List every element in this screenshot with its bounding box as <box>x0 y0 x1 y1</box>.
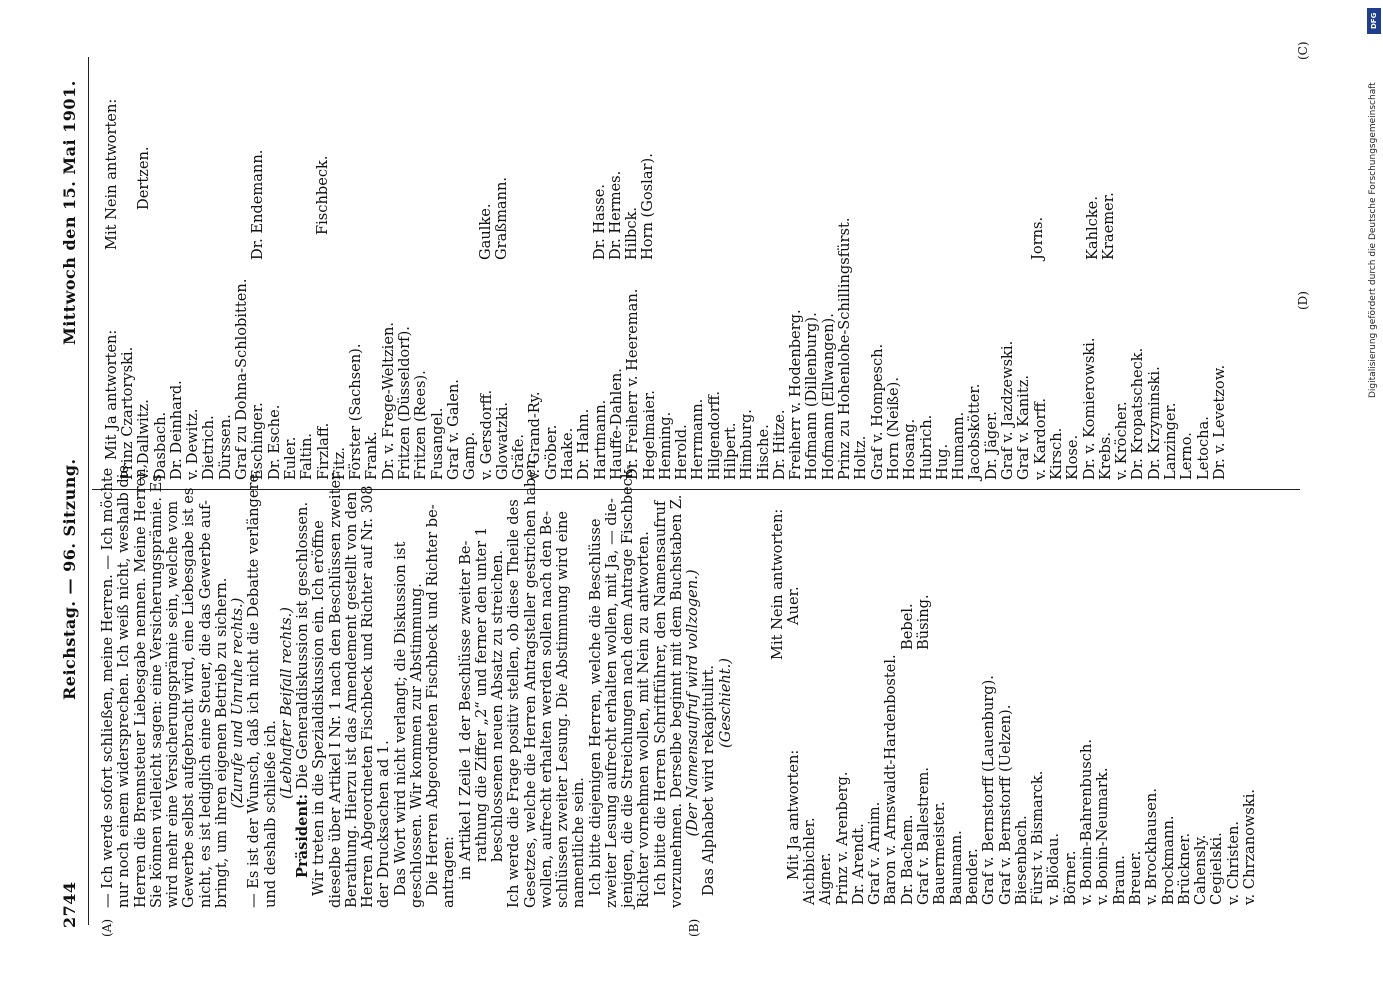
list-item: Graf v. Kanitz. <box>1015 374 1033 480</box>
list-item: Hauffe-Dahlen. <box>607 368 625 480</box>
text-line: Die Herren Abgeordneten Fischbeck und Richter be- <box>424 504 441 896</box>
list-item: v. Dewitz. <box>184 408 202 480</box>
text-line: und deshalb schließe ich. <box>261 720 279 908</box>
list-item: Graf v. Bernstorff (Lauenburg). <box>980 675 998 905</box>
list-item: Dr. Arendt. <box>849 823 867 905</box>
list-item: Fritzen (Düsseldorf). <box>396 326 414 480</box>
list-item: Frank. <box>363 431 381 480</box>
text-line: jenigen, die die Streichungen nach dem Antrage Fischbeck- <box>619 464 636 908</box>
list-item: Prinz Czartoryski. <box>119 346 136 480</box>
list-item: Haake. <box>559 427 577 480</box>
right-nein-item: Dertzen. <box>135 146 152 210</box>
text-line: dieselbe über Artikel I Nr. 1 nach den Beschlüssen zweiter <box>326 472 344 908</box>
text-line: nur noch einem widersprechen. Ich weiß nicht, weshalb die <box>115 464 133 908</box>
list-item: v. Blödau. <box>1045 832 1063 905</box>
column-divider <box>92 489 1300 490</box>
list-item: Cahensly. <box>1192 834 1210 905</box>
list-item: Henning. <box>656 411 674 480</box>
list-item: Holtz. <box>852 435 870 480</box>
text-line: Wir treten in die Spezialdiskussion ein. Ich eröffne <box>310 520 328 896</box>
list-item: v. Bonin-Bahrenbusch. <box>1078 739 1096 905</box>
list-item: Himburg. <box>738 409 756 480</box>
list-item: Prinz zu Hohenlohe-Schillingsfürst. <box>836 217 854 480</box>
list-item: Fürst v. Bismarck. <box>1029 770 1047 905</box>
list-item: Aichbichler. <box>801 817 818 905</box>
president-label: Präsident: <box>294 793 311 878</box>
list-item: Herrmann. <box>689 398 707 480</box>
list-item: Glowatzki. <box>493 401 511 480</box>
list-item: Dr. Freiherr v. Heereman. <box>624 288 642 480</box>
list-item: Bender. <box>963 848 981 905</box>
list-item: Graf zu Dohna-Schlobitten. <box>233 278 251 480</box>
list-item: Hug. <box>933 443 951 480</box>
list-item: Breuer. <box>1126 850 1144 905</box>
list-item: Gamp. <box>461 431 479 480</box>
list-item: Hubrich. <box>917 414 935 480</box>
list-item: Bauermeister. <box>931 801 949 905</box>
list-item: Faltin. <box>298 432 316 480</box>
text-line: Herren Abgeordneten Fischbeck und Richter auf Nr. 308 <box>359 485 376 908</box>
text-line: schlüssen zweiter Lesung. Die Abstimmung wird eine <box>554 510 571 908</box>
list-item: Biesenbach. <box>1012 815 1030 905</box>
right-nein-item: Dr. Hermes. <box>607 170 624 260</box>
text-line: Gesetzes, welche die Herren Antragsteller gestrichen haben <box>521 459 539 908</box>
vote-note: (Der Namensaufruf wird vollzogen.) <box>684 569 701 837</box>
dfg-logo: DFG <box>1367 8 1381 34</box>
right-nein-item: Fischbeck. <box>314 155 331 235</box>
list-item: Graf v. Hompesch. <box>868 343 886 480</box>
left-nein-heading: Mit Nein antworten: <box>769 508 786 660</box>
list-item: Hische. <box>754 424 772 480</box>
text-line: Berathung. Hierzu ist das Amendement gestellt von den <box>342 491 360 908</box>
list-item: Fusangel. <box>428 407 446 480</box>
list-item: Auer. <box>785 586 802 625</box>
list-item: Krebs. <box>1096 432 1114 480</box>
list-item: Graf v. Bernstorff (Uelzen). <box>996 704 1014 905</box>
left-nein-list-2 <box>900 594 933 650</box>
list-item: v. Chrzanowski. <box>1241 788 1259 905</box>
right-nein-item: Gaulke. <box>477 203 494 260</box>
text-line: geschlossen. Wir kommen zur Abstimmung. <box>407 583 425 908</box>
right-ja-heading: Mit Ja antworten: <box>103 329 120 460</box>
list-item: Dr. Hahn. <box>575 408 593 480</box>
margin-mark-a: (A) <box>100 918 114 937</box>
motion-line: in Artikel I Zeile 1 der Beschlüsse zweiter Be- <box>456 540 474 880</box>
list-item: v. Kardorff. <box>1031 398 1049 480</box>
list-item: Cegielski. <box>1208 832 1226 905</box>
list-item: Euler. <box>281 436 299 480</box>
left-ja-list <box>802 654 1258 905</box>
list-item: v. Christen. <box>1224 820 1242 905</box>
list-item: v. Gersdorff. <box>477 389 495 480</box>
list-item: Baron v. Arnswaldt-Hardenbostel. <box>882 654 900 905</box>
list-item: v. Kröcher. <box>1113 401 1131 480</box>
list-item: Freiherr v. Hodenberg. <box>787 309 805 480</box>
list-item: Gräfe. <box>510 433 528 480</box>
list-item: Dasbach. <box>151 411 169 480</box>
list-item: Dr. v. Levetzow. <box>1210 364 1228 480</box>
text-line: Sie können vielleicht sagen: eine Versicherungsprämie. Es <box>147 474 165 908</box>
text-line: vorzunehmen. Derselbe beginnt mit dem Buchstaben Z. <box>667 494 685 908</box>
text-line: bringt, um ihren eigenen Betrieb zu sichern. <box>212 577 230 908</box>
right-nein-item: Graßmann. <box>493 176 510 260</box>
list-item: Letocha. <box>1194 416 1212 480</box>
margin-mark-b: (B) <box>687 918 701 937</box>
list-item: Dr. Jäger. <box>982 411 1000 480</box>
right-nein-item: Kahlcke. <box>1084 196 1101 260</box>
text-line: namentliche sein. <box>570 777 588 908</box>
text-line: wird mehr eine Versicherungsprämie sein, welche vom <box>164 500 181 908</box>
digitization-credit: Digitalisierung gefördert durch die Deutsche Forschungsgemeinschaft <box>1368 82 1378 398</box>
text-line: — Es ist der Wunsch, daß ich nicht die Debatte verlängere, <box>245 469 263 908</box>
list-item: Dr. Esche. <box>265 404 283 480</box>
left-ja-heading: Mit Ja antworten: <box>785 749 802 880</box>
right-ja-list <box>120 217 1228 480</box>
list-item: Aigner. <box>817 852 835 905</box>
header-rule <box>88 57 89 925</box>
list-item: Dr. v. Frege-Weltzien. <box>379 322 397 480</box>
right-nein-item: Dr. Endemann. <box>249 149 266 260</box>
list-item: Graf v. Arnim. <box>866 801 884 905</box>
list-item: Fitz. <box>330 447 348 480</box>
text-line: der Drucksachen ad 1. <box>375 740 393 908</box>
list-item: Fritzen (Rees). <box>412 370 430 480</box>
list-item: Förster (Sachsen). <box>347 343 365 480</box>
list-item: Gröber. <box>542 424 560 480</box>
list-item: Jacobskötter. <box>966 383 984 480</box>
list-item: Büsing. <box>915 594 933 650</box>
list-item: Lanzinger. <box>1162 402 1179 480</box>
list-item: Bebel. <box>899 603 916 650</box>
list-item: Eschinger. <box>249 402 267 480</box>
list-item: Hilgendorff. <box>705 390 723 480</box>
list-item: v. Brockhausen. <box>1143 788 1161 905</box>
list-item: Dr. Deinhard. <box>167 380 185 480</box>
text-line: zweiter Lesung aufrecht erhalten wollen, mit Ja, — die- <box>602 498 620 908</box>
list-item: Lerno. <box>1178 432 1196 480</box>
list-item: Dr. v. Komierowski. <box>1080 337 1098 480</box>
left-running-title: Reichstag. — 96. Sitzung. <box>60 458 79 700</box>
right-nein-item: Kraemer. <box>1100 192 1117 260</box>
list-item: Dürssen. <box>216 414 234 480</box>
interjection: (Zurufe und Unruhe rechts.) <box>229 597 246 809</box>
list-item: Hofmann (Ellwangen). <box>819 313 837 480</box>
text-line: Richter vornehmen wollen, mit Nein zu antworten. <box>635 531 653 908</box>
applause-note: (Lebhafter Beifall rechts.) <box>277 607 295 799</box>
text-line: Herren die Brennsteuer Liebesgabe nennen. Meine Herren, <box>131 463 149 908</box>
motion-line: beschlossenen neuen Absatz zu streichen. <box>489 549 506 862</box>
list-item: Braun. <box>1110 855 1128 905</box>
list-item: Hosang. <box>901 418 919 480</box>
text-line: Die Generaldiskussion ist geschlossen. <box>294 501 311 790</box>
text-line: nicht, es ist lediglich eine Steuer, die das Gewerbe auf- <box>196 500 214 908</box>
text-line: wollen, aufrecht erhalten werden sollen nach den Be- <box>537 510 555 908</box>
list-item: Börner. <box>1061 850 1079 905</box>
right-nein-item: Dr. Hasse. <box>591 183 608 260</box>
list-item: Klose. <box>1064 434 1082 480</box>
vote-note: (Geschieht.) <box>716 658 734 748</box>
right-running-title: Mittwoch den 15. Mai 1901. <box>60 80 79 345</box>
text-line: Ich werde die Frage positiv stellen, ob diese Theile des <box>505 499 523 908</box>
list-item: v. Bonin-Neumark. <box>1094 767 1112 905</box>
list-item: v. Grand-Ry. <box>526 391 544 480</box>
page-number: 2744 <box>60 881 79 928</box>
list-item: Humann. <box>950 411 968 480</box>
text-line: antragen: <box>440 836 458 908</box>
list-item: Graf v. Galen. <box>444 379 462 480</box>
margin-mark-d: (D) <box>1296 291 1310 310</box>
list-item: Hartmann. <box>591 399 609 480</box>
list-item: Hilpert. <box>721 422 739 480</box>
right-nein-item: Jorns. <box>1029 216 1046 260</box>
right-nein-item: Horn (Goslar). <box>639 153 656 260</box>
list-item: v. Dallwitz. <box>135 399 153 480</box>
list-item: Herold. <box>673 424 691 480</box>
list-item: Dr. Hitze. <box>770 409 788 480</box>
list-item: Dr. Krzyminski. <box>1145 366 1163 480</box>
list-item: Hofmann (Dillenburg). <box>803 312 821 480</box>
list-item: Brückner. <box>1175 832 1193 905</box>
right-nein-item: Hilbck. <box>623 206 640 260</box>
list-item: Dr. Kropatscheck. <box>1129 347 1147 480</box>
list-item: Hegelmaier. <box>640 390 658 480</box>
list-item: Horn (Neiße). <box>884 376 902 480</box>
president-line <box>295 498 311 908</box>
left-nein-list <box>786 586 802 625</box>
list-item: Graf v. Ballestrem. <box>915 766 933 905</box>
text-line: Ich bitte diejenigen Herren, welche die Beschlüsse <box>586 518 604 896</box>
text-line: Gewerbe selbst aufgebracht wird, eine Liebesgabe ist es <box>180 487 198 908</box>
text-line: — Ich werde sofort schließen, meine Herren. — Ich möchte <box>99 467 116 908</box>
text-line: Das Wort wird nicht verlangt; die Diskussion ist <box>391 541 409 896</box>
vote-note: Das Alphabet wird rekapitulirt. <box>700 664 718 896</box>
text-line: Ich bitte die Herren Schriftführer, den Namensaufruf <box>651 500 669 896</box>
list-item: Firzlaff. <box>314 422 332 480</box>
list-item: Prinz v. Arenberg. <box>833 771 851 905</box>
margin-mark-c: (C) <box>1296 41 1310 60</box>
list-item: Kirsch. <box>1047 427 1065 480</box>
list-item: Dietrich. <box>200 415 218 480</box>
right-nein-heading: Mit Nein antworten: <box>103 98 120 250</box>
list-item: Graf v. Jazdzewski. <box>999 340 1017 480</box>
list-item: Dr. Bachem. <box>898 814 916 905</box>
list-item: Baumann. <box>947 830 965 905</box>
list-item: Brockmann. <box>1159 815 1177 905</box>
motion-line: rathung die Ziffer „2“ und ferner den unter 1 <box>472 526 490 862</box>
